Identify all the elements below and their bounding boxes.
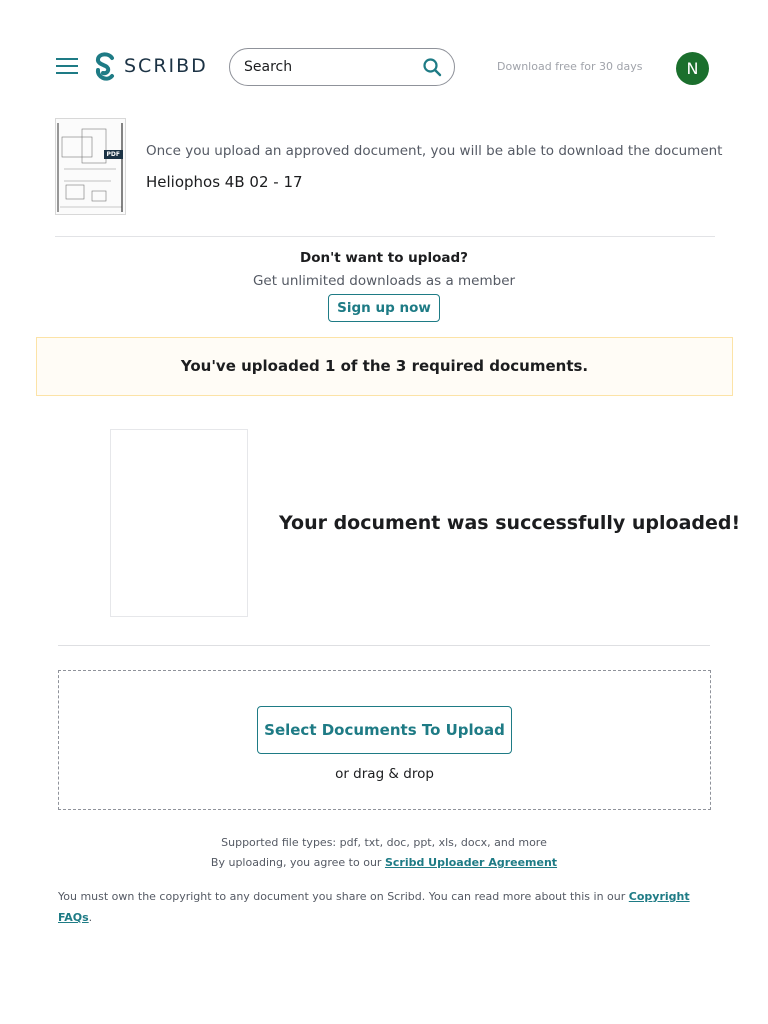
user-avatar[interactable]: N [676,52,709,85]
download-free-link[interactable]: Download free for 30 days [497,60,643,73]
upload-success-message: Your document was successfully uploaded! [279,512,741,534]
top-header [0,0,768,136]
search-bar[interactable] [229,48,455,86]
drag-drop-text: or drag & drop [335,766,434,782]
divider [58,645,710,646]
search-icon[interactable] [422,57,442,77]
membership-subtext: Get unlimited downloads as a member [252,273,516,289]
document-title[interactable]: Heliophos 4B 02 - 17 [146,173,303,191]
hamburger-menu-icon[interactable] [56,58,78,78]
divider [55,236,715,237]
uploader-agreement-text [0,856,768,869]
document-schematic-icon [56,119,126,215]
membership-heading: Don't want to upload? [300,250,468,266]
copyright-suffix: . [88,911,93,924]
logo-text[interactable]: SCRIBD [124,55,208,77]
membership-cta [0,250,768,322]
uploaded-document-preview [110,429,248,617]
search-input[interactable] [244,58,414,76]
approval-message: Once you upload an approved document, you will be able to download the document [146,143,723,159]
uploader-agreement-link[interactable]: Scribd Uploader Agreement [384,856,558,869]
select-documents-button[interactable]: Select Documents To Upload [257,706,512,754]
document-info [55,118,723,218]
agreement-prefix: By uploading, you agree to our [210,856,385,869]
upload-dropzone[interactable] [58,670,711,810]
document-thumbnail [55,118,126,215]
copyright-text: You must own the copyright to any document you share on Scribd. You can read more about this in our [58,890,629,903]
scribd-logo-icon[interactable] [93,52,117,82]
supported-file-types: Supported file types: pdf, txt, doc, ppt, xls, docx, and more [221,836,547,849]
copyright-notice [58,886,698,928]
sign-up-button[interactable]: Sign up now [328,294,440,322]
copyright-faqs-link[interactable]: Copyright FAQs [58,890,690,924]
upload-progress-banner: You've uploaded 1 of the 3 required documents. [36,337,733,396]
pdf-badge: PDF [104,150,123,159]
